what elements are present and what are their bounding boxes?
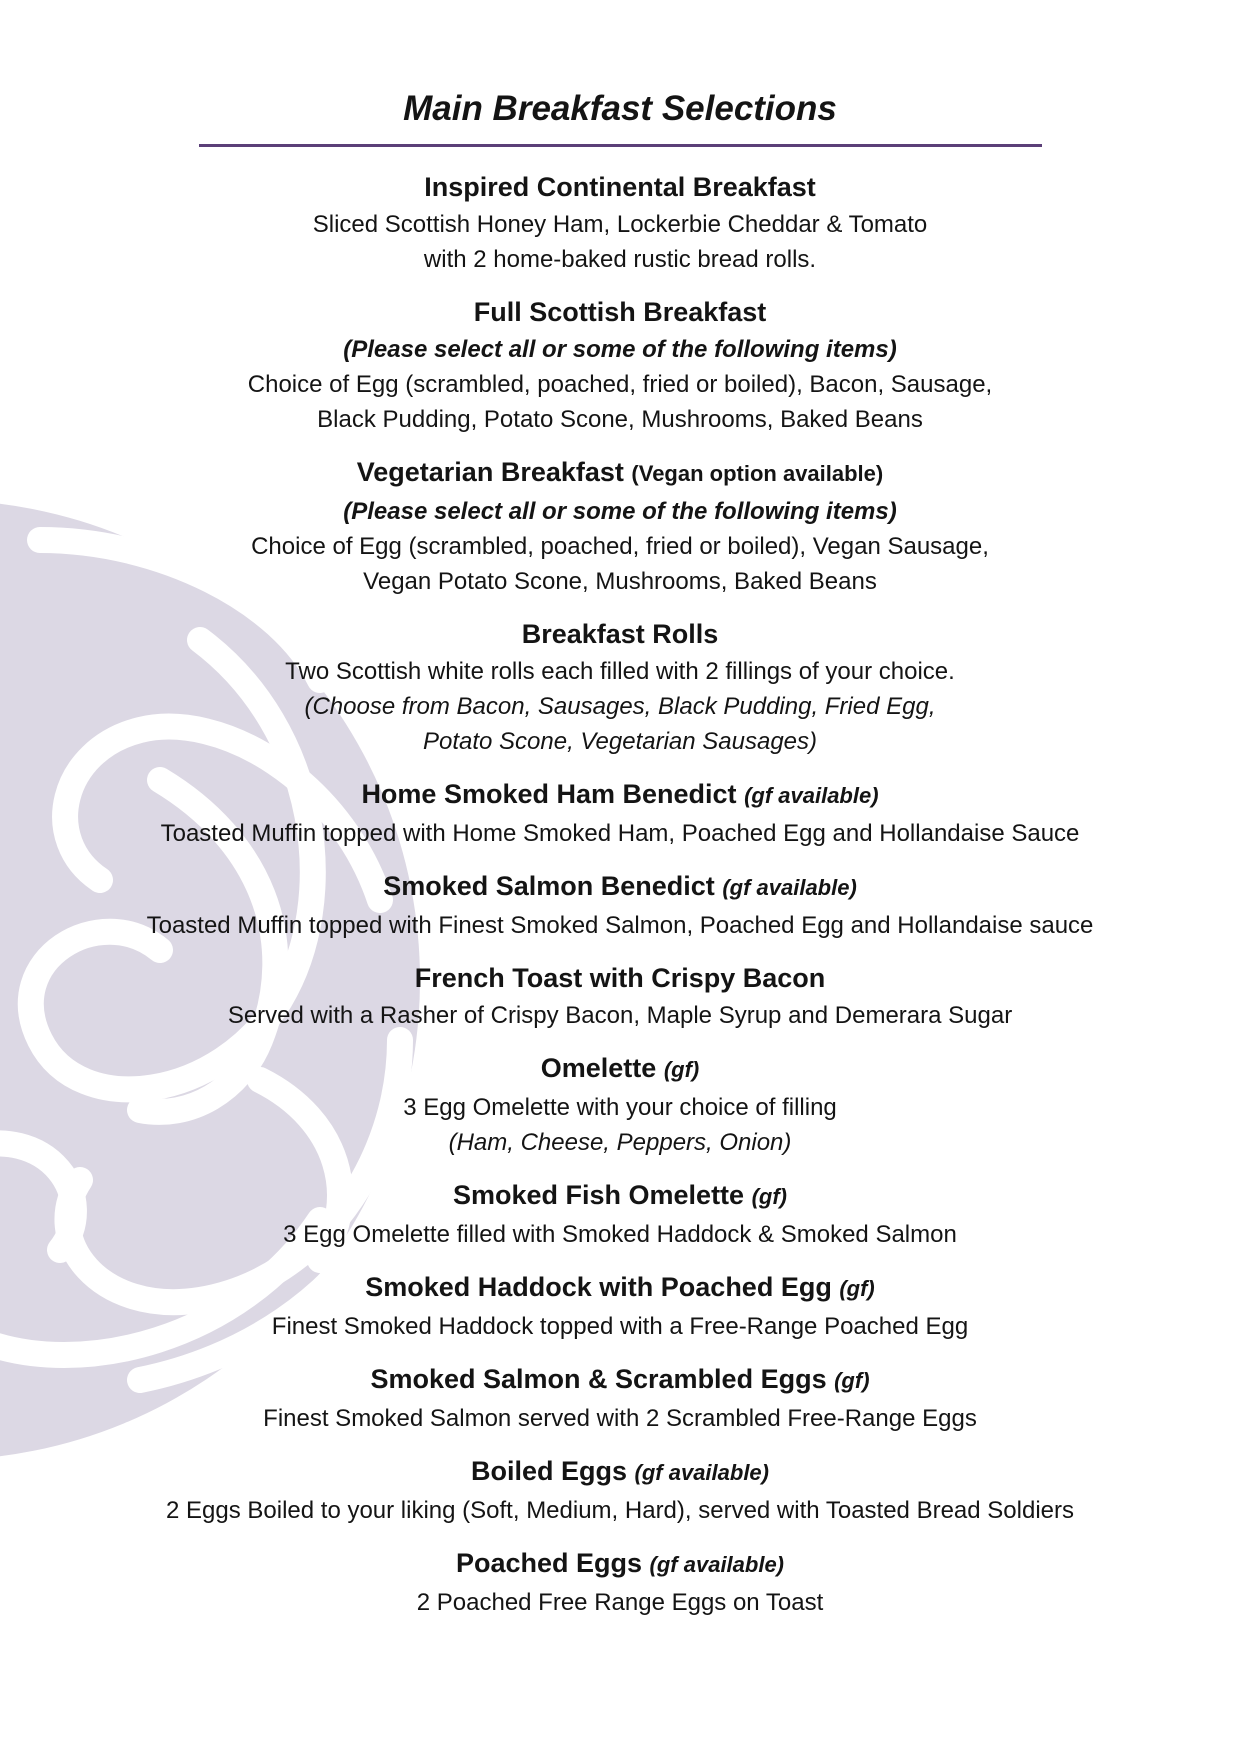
menu-item-note-line: (Choose from Bacon, Sausages, Black Pudding, Fried Egg, — [304, 693, 936, 720]
menu-item-description: 2 Eggs Boiled to your liking (Soft, Medium, Hard), served with Toasted Bread Soldiers — [166, 1497, 1074, 1524]
menu-item-note-line: Potato Scone, Vegetarian Sausages) — [422, 728, 818, 755]
menu-item-description: Two Scottish white rolls each filled with 2 fillings of your choice. — [285, 658, 955, 685]
menu-item — [0, 292, 1240, 437]
menu-item-description: 3 Egg Omelette filled with Smoked Haddock & Smoked Salmon — [283, 1221, 957, 1248]
menu-item — [0, 1451, 1240, 1528]
menu-item-title — [0, 614, 1240, 654]
menu-item — [0, 866, 1240, 943]
menu-item — [0, 774, 1240, 851]
menu-item-name: Vegetarian Breakfast — [356, 457, 624, 487]
menu-item-note-line: (Please select all or some of the following items) — [343, 498, 897, 525]
menu-item-name: Omelette — [540, 1053, 657, 1083]
menu-item-description: Toasted Muffin topped with Finest Smoked Salmon, Poached Egg and Hollandaise sauce — [146, 912, 1094, 939]
menu-item-description: Choice of Egg (scrambled, poached, fried or boiled), Vegan Sausage, — [251, 533, 989, 560]
menu-item — [0, 614, 1240, 759]
menu-item-title — [0, 1175, 1240, 1217]
menu-item-dietary-note: (gf) — [663, 1057, 700, 1082]
menu-item-description: Finest Smoked Haddock topped with a Free-Range Poached Egg — [271, 1313, 969, 1340]
menu-item-description: Vegan Potato Scone, Mushrooms, Baked Beans — [363, 568, 877, 595]
menu-item-title — [0, 1048, 1240, 1090]
menu-item-dietary-note: (gf available) — [649, 1552, 785, 1577]
menu-item-title — [0, 1267, 1240, 1309]
menu-item-name: Smoked Salmon & Scrambled Eggs — [370, 1364, 827, 1394]
menu-item — [0, 1359, 1240, 1436]
menu-item-description: Served with a Rasher of Crispy Bacon, Maple Syrup and Demerara Sugar — [227, 1002, 1013, 1029]
page-title: Main Breakfast Selections — [403, 89, 837, 128]
menu-item-name: Inspired Continental Breakfast — [424, 172, 816, 202]
menu-item-dietary-note: (gf) — [839, 1276, 875, 1301]
menu-item — [0, 452, 1240, 599]
menu-item-name: Full Scottish Breakfast — [473, 297, 767, 327]
menu-item-title — [0, 1543, 1240, 1585]
menu-item-description: Toasted Muffin topped with Home Smoked Ham, Poached Egg and Hollandaise Sauce — [160, 820, 1080, 847]
menu-item-description: Choice of Egg (scrambled, poached, fried or boiled), Bacon, Sausage, — [247, 371, 993, 398]
menu-item-name: Poached Eggs — [455, 1548, 643, 1578]
menu-item-name: Breakfast Rolls — [521, 619, 719, 649]
menu-item-title — [0, 774, 1240, 816]
menu-items-list — [0, 167, 1240, 1635]
menu-item-name: Boiled Eggs — [470, 1456, 627, 1486]
menu-item-dietary-note: (gf) — [834, 1368, 870, 1393]
menu-item-description: with 2 home-baked rustic bread rolls. — [423, 246, 817, 273]
menu-item-title — [0, 958, 1240, 998]
menu-item-title — [0, 452, 1240, 494]
menu-item-description: Finest Smoked Salmon served with 2 Scrambled Free-Range Eggs — [263, 1405, 977, 1432]
menu-item — [0, 167, 1240, 277]
menu-item-title — [0, 1451, 1240, 1493]
menu-item-name: Smoked Salmon Benedict — [383, 871, 715, 901]
menu-item-dietary-note: (Vegan option available) — [631, 461, 884, 486]
menu-item — [0, 1267, 1240, 1344]
title-divider — [199, 144, 1042, 147]
menu-item-note-line: (Ham, Cheese, Peppers, Onion) — [448, 1129, 792, 1156]
menu-item-title — [0, 1359, 1240, 1401]
menu-item-title — [0, 866, 1240, 908]
menu-item-name: Smoked Haddock with Poached Egg — [365, 1272, 832, 1302]
menu-item-name: Smoked Fish Omelette — [452, 1180, 745, 1210]
menu-item-title — [0, 167, 1240, 207]
menu-item — [0, 1175, 1240, 1252]
menu-item-name: French Toast with Crispy Bacon — [414, 963, 826, 993]
menu-item-description: Black Pudding, Potato Scone, Mushrooms, Baked Beans — [317, 406, 923, 433]
menu-item-dietary-note: (gf available) — [634, 1460, 769, 1485]
menu-item — [0, 1543, 1240, 1620]
menu-item-dietary-note: (gf available) — [722, 875, 857, 900]
menu-item-dietary-note: (gf available) — [744, 783, 879, 808]
menu-item-description: 2 Poached Free Range Eggs on Toast — [416, 1589, 824, 1616]
menu-item-description: Sliced Scottish Honey Ham, Lockerbie Cheddar & Tomato — [312, 211, 928, 238]
menu-item — [0, 1048, 1240, 1160]
menu-item-note-line: (Please select all or some of the following items) — [343, 336, 897, 363]
menu-item-name: Home Smoked Ham Benedict — [361, 779, 737, 809]
menu-item-description: 3 Egg Omelette with your choice of filling — [403, 1094, 837, 1121]
menu-item-title — [0, 292, 1240, 332]
menu-item-dietary-note: (gf) — [751, 1184, 788, 1209]
menu-item — [0, 958, 1240, 1033]
